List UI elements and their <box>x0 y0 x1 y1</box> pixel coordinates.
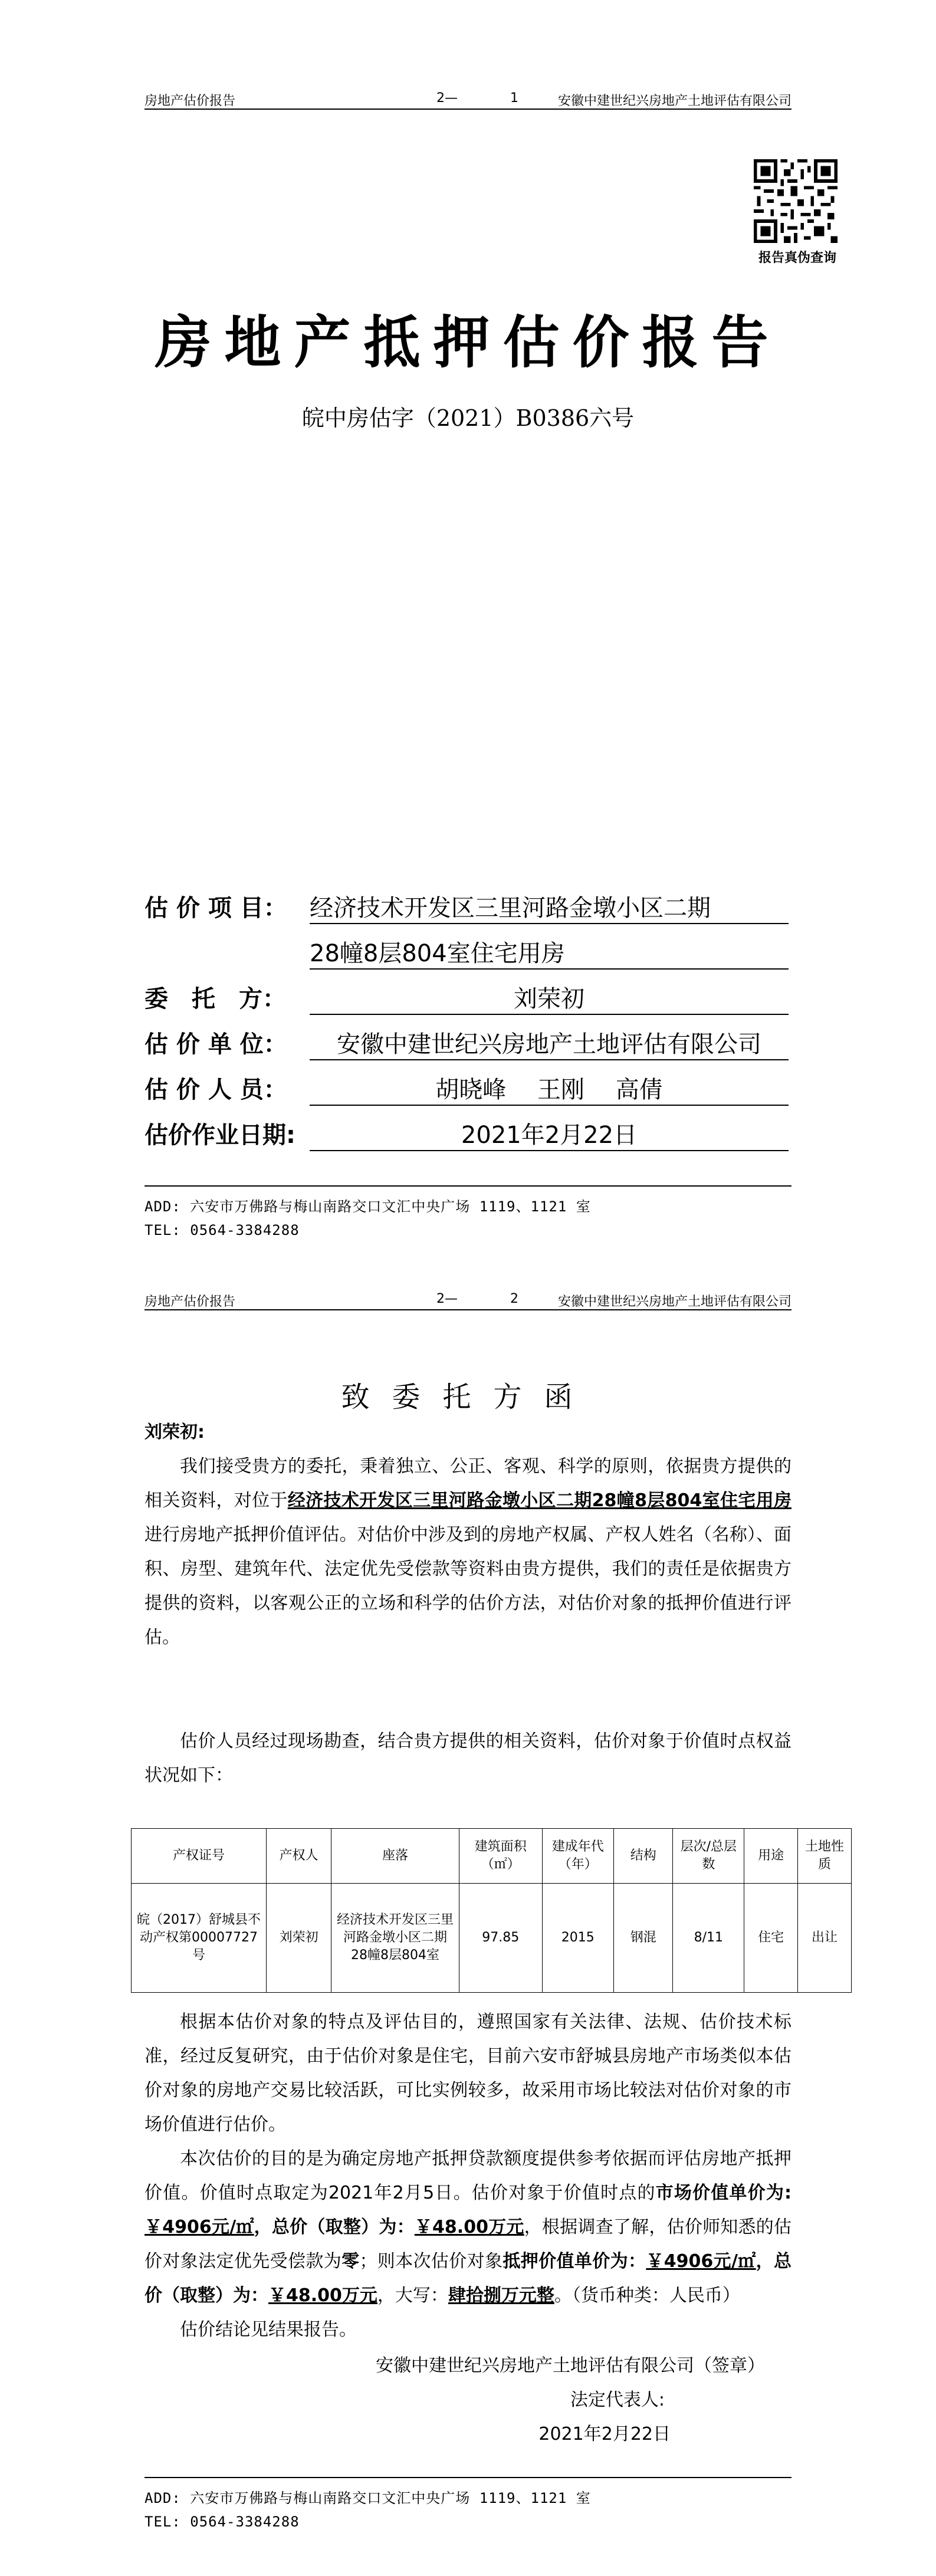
field-project-line2 <box>144 935 792 970</box>
text: ；则本次估价对象 <box>359 2251 503 2272</box>
priority-payment: 零 <box>341 2251 360 2272</box>
header-page-number: 1 <box>510 91 518 106</box>
cell: 97.85 <box>459 1884 542 1993</box>
footer-address: ADD: 六安市万佛路与梅山南路交口文汇中央广场 1119、1121 室 <box>144 1198 591 1215</box>
text: ，根据调查了解，估价师知悉的估价对象法定优先受偿款为 <box>144 2217 792 2272</box>
report-number: 皖中房估字（2021）B0386六号 <box>301 405 635 431</box>
paragraph-3: 根据本估价对象的特点及评估目的，遵照国家有关法律、法规、估价技术标准，经过反复研究，由于估价对象是住宅，目前六安市舒城县房地产市场类似本估价对象的房地产交易比较活跃，可比实例较多，故采用市场比较法对估价对象的市场价值进行估价。 <box>144 2012 792 2135</box>
table-header-row <box>132 1829 852 1884</box>
legal-representative: 法定代表人: <box>570 2390 665 2410</box>
cell: 8/11 <box>673 1884 744 1993</box>
header-page-number: 2 <box>510 1292 518 1306</box>
amount-in-words: 肆拾捌万元整 <box>448 2285 554 2306</box>
text: 抵押价值单价为： <box>503 2251 646 2272</box>
text: 市场价值单价为: <box>655 2183 792 2203</box>
salutation: 刘荣初: <box>144 1422 205 1443</box>
paragraph-5: 估价结论见结果报告。 <box>180 2319 357 2340</box>
letter-date: 2021年2月22日 <box>538 2424 671 2444</box>
cell: 2015 <box>542 1884 613 1993</box>
qr-caption: 报告真伪查询 <box>758 251 836 265</box>
paragraph-2: 估价人员经过现场勘查，结合贵方提供的相关资料，估价对象于价值时点权益状况如下： <box>144 1731 792 1786</box>
header-right: 安徽中建世纪兴房地产土地评估有限公司 <box>557 1294 792 1309</box>
field-value: 安徽中建世纪兴房地产土地评估有限公司 <box>310 1026 789 1060</box>
page-footer <box>144 2477 792 2534</box>
page-header <box>144 1288 792 1310</box>
cell: 皖（2017）舒城县不动产权第00007727号 <box>132 1884 267 1993</box>
field-project <box>144 889 792 925</box>
footer-address: ADD: 六安市万佛路与梅山南路交口文汇中央广场 1119、1121 室 <box>144 2490 591 2506</box>
header-page-prefix: 2— <box>436 91 458 106</box>
cell: 住宅 <box>744 1884 798 1993</box>
field-date <box>144 1116 792 1152</box>
col-header: 结构 <box>613 1829 672 1884</box>
mortgage-unit-price: ￥4906元/㎡ <box>646 2251 756 2272</box>
field-label: 委 托 方： <box>144 985 286 1013</box>
field-value: 刘荣初 <box>310 980 789 1015</box>
field-client <box>144 980 792 1016</box>
col-header: 建成年代（年） <box>542 1829 613 1884</box>
field-appraiser-org <box>144 1026 792 1061</box>
company-signature: 安徽中建世纪兴房地产土地评估有限公司（签章） <box>376 2355 765 2376</box>
page-footer <box>144 1185 792 1242</box>
text: 本次估价的目的是为确定房地产抵押贷款额度提供参考依据而评估房地产抵押价值。价值时点取定为2021年2月5日。估价对象于价值时点的 <box>144 2148 792 2203</box>
col-header: 土地性质 <box>798 1829 852 1884</box>
market-unit-price: ￥4906元/㎡ <box>144 2217 254 2237</box>
cell: 经济技术开发区三里河路金墩小区二期28幢8层804室 <box>331 1884 459 1993</box>
market-total-price: ￥48.00万元 <box>414 2217 524 2237</box>
paragraph-1 <box>144 1450 792 1655</box>
col-header: 产权人 <box>267 1829 331 1884</box>
col-header: 产权证号 <box>132 1829 267 1884</box>
field-value: 胡晓峰 王刚 高倩 <box>310 1071 789 1106</box>
qr-code-icon[interactable] <box>754 159 838 243</box>
footer-tel: TEL: 0564-3384288 <box>144 1222 300 1238</box>
report-title: 房地产抵押估价报告 <box>155 310 781 376</box>
text: ，总价（取整）为： <box>144 2251 792 2306</box>
page-header <box>144 87 792 110</box>
footer-tel: TEL: 0564-3384288 <box>144 2513 300 2530</box>
mortgage-total-price: ￥48.00万元 <box>268 2285 377 2306</box>
field-value: 2021年2月22日 <box>310 1116 789 1151</box>
col-header: 建筑面积（㎡） <box>459 1829 542 1884</box>
text: ，大写： <box>377 2285 448 2306</box>
table-row <box>132 1884 852 1993</box>
cell: 出让 <box>798 1884 852 1993</box>
paragraph-4 <box>144 2142 792 2313</box>
letter-title: 致委托方函 <box>341 1381 595 1414</box>
col-header: 层次/总层数 <box>673 1829 744 1884</box>
text: ，总价（取整）为： <box>254 2217 415 2237</box>
property-table <box>131 1828 852 1993</box>
header-left: 房地产估价报告 <box>144 94 236 109</box>
field-label: 估 价 单 位： <box>144 1031 287 1058</box>
cell: 钢混 <box>613 1884 672 1993</box>
text: 。（货币种类：人民币） <box>554 2285 740 2306</box>
text: 进行房地产抵押价值评估。对估价中涉及到的房地产权属、产权人姓名（名称）、面积、房型、建筑年代、法定优先受偿款等资料由贵方提供，我们的责任是依据贵方提供的资料，以客观公正的立场和科学的估价方法，对估价对象的抵押价值进行评估。 <box>144 1524 792 1648</box>
property-address: 经济技术开发区三里河路金墩小区二期28幢8层804室住宅用房 <box>287 1490 792 1511</box>
field-value: 经济技术开发区三里河路金墩小区二期 <box>310 889 789 924</box>
col-header: 用途 <box>744 1829 798 1884</box>
field-value: 28幢8层804室住宅用房 <box>310 935 789 970</box>
cell: 刘荣初 <box>267 1884 331 1993</box>
header-left: 房地产估价报告 <box>144 1294 236 1309</box>
header-right: 安徽中建世纪兴房地产土地评估有限公司 <box>557 94 792 109</box>
field-appraisers <box>144 1071 792 1106</box>
field-label: 估 价 项 目： <box>144 895 287 922</box>
field-label: 估价作业日期: <box>144 1122 295 1149</box>
field-label: 估 价 人 员： <box>144 1076 287 1103</box>
header-page-prefix: 2— <box>436 1292 458 1306</box>
text: 我们接受贵方的委托，秉着独立、公正、客观、科学的原则，依据贵方提供的相关资料，对位于 <box>144 1456 792 1511</box>
col-header: 座落 <box>331 1829 459 1884</box>
